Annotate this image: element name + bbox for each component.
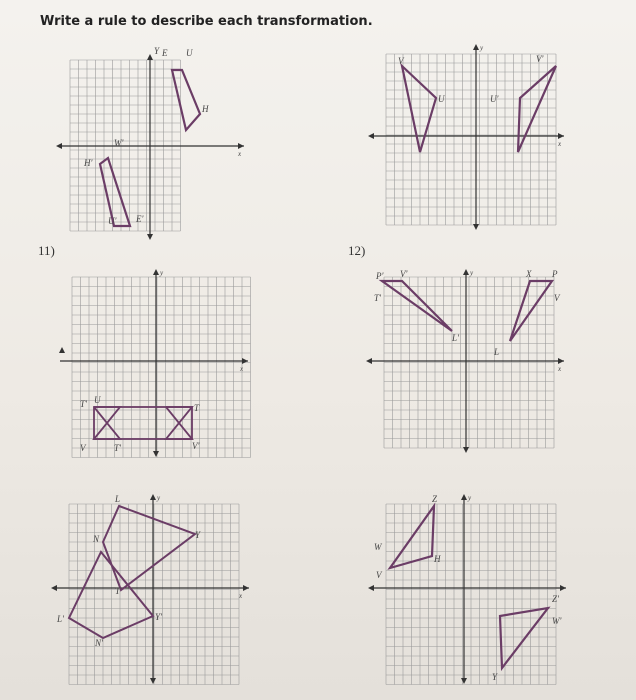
point-label: H — [202, 104, 209, 114]
point-label: N — [93, 534, 100, 544]
x-axis-arrow — [243, 585, 249, 591]
problem-number-12: 12) — [348, 243, 366, 258]
x-axis-arrow-left — [51, 585, 57, 591]
x-axis-arrow — [238, 143, 244, 149]
point-label: L' — [57, 614, 64, 624]
point-label: N' — [95, 638, 103, 648]
point-label: P' — [376, 271, 384, 281]
point-label: T' — [80, 399, 87, 409]
x-axis-label: x — [558, 140, 562, 148]
x-axis-label: x — [238, 150, 242, 158]
triangle-image — [500, 608, 548, 668]
graph-middle-left — [60, 265, 255, 460]
y-axis-arrow-down — [147, 234, 153, 240]
y-axis-label: y — [157, 494, 161, 502]
y-axis-arrow-down — [463, 447, 469, 453]
point-label: V — [80, 443, 86, 453]
y-axis-arrow-down — [461, 678, 467, 684]
y-axis-label: y — [160, 269, 164, 277]
point-label: Y' — [155, 612, 162, 622]
rectangle-band — [94, 407, 192, 439]
graph-bottom-right — [372, 490, 572, 685]
point-label: P — [552, 269, 558, 279]
y-axis-arrow-down — [473, 224, 479, 230]
triangle-image — [518, 66, 556, 152]
x-axis-arrow — [558, 133, 564, 139]
triangle-original — [390, 506, 434, 568]
grid — [384, 277, 554, 448]
point-label: T' — [114, 443, 121, 453]
point-label: L — [494, 347, 500, 357]
bowtie-right — [166, 407, 192, 439]
trapezoid-original — [172, 70, 200, 130]
point-label: W' — [552, 616, 562, 626]
point-label: V — [398, 56, 404, 66]
x-axis-label: x — [558, 365, 562, 373]
point-label: X — [526, 269, 532, 279]
y-axis-arrow — [461, 494, 467, 500]
grid — [386, 54, 556, 225]
point-label: Y — [492, 672, 498, 682]
bowtie-left — [94, 407, 120, 439]
x-axis-arrow-left — [368, 585, 374, 591]
y-axis-arrow — [463, 269, 469, 275]
point-label: Y — [195, 530, 201, 540]
point-label: U — [438, 94, 445, 104]
point-label: U — [186, 48, 193, 58]
y-axis-arrow-down — [153, 451, 159, 457]
point-label: Y — [154, 46, 160, 56]
point-label: T — [194, 403, 200, 413]
graph-bottom-left — [55, 490, 255, 685]
y-axis-arrow — [147, 54, 153, 60]
graph-top-right — [372, 40, 572, 230]
point-label: L — [115, 494, 121, 504]
y-axis-arrow — [153, 269, 159, 275]
y-axis-label: y — [468, 494, 472, 502]
quad-original — [103, 506, 195, 590]
point-label: V — [376, 570, 382, 580]
x-axis-arrow — [242, 358, 248, 364]
point-label: L' — [452, 333, 459, 343]
point-label: H' — [84, 158, 93, 168]
x-axis-arrow-left — [56, 143, 62, 149]
y-axis-arrow — [473, 44, 479, 50]
point-label: E' — [136, 214, 144, 224]
graph-top-left — [60, 46, 250, 240]
y-axis-arrow-down — [150, 678, 156, 684]
y-axis-label: y — [470, 269, 474, 277]
point-label: H — [434, 554, 441, 564]
point-label: Z — [432, 494, 438, 504]
worksheet-title: Write a rule to describe each transformation. — [40, 14, 373, 29]
point-label: W' — [114, 138, 124, 148]
point-label: V' — [536, 54, 544, 64]
point-label: Z' — [552, 594, 559, 604]
grid — [69, 504, 239, 685]
point-label: T — [115, 586, 121, 596]
x-axis-label: x — [239, 592, 243, 600]
grid — [72, 277, 251, 458]
quad-image — [69, 552, 153, 638]
triangle-original — [402, 66, 436, 152]
problem-number-11: 11) — [38, 243, 55, 258]
x-axis-arrow — [560, 585, 566, 591]
point-label: V' — [400, 269, 408, 279]
x-axis-arrow-left — [59, 347, 65, 353]
point-label: U — [94, 395, 101, 405]
y-axis-label: y — [480, 44, 484, 52]
graph-middle-right — [370, 265, 570, 455]
point-label: E — [162, 48, 168, 58]
point-label: U' — [490, 94, 499, 104]
x-axis-label: x — [240, 365, 244, 373]
point-label: V' — [192, 441, 200, 451]
x-axis-arrow — [558, 358, 564, 364]
x-axis-arrow-left — [368, 133, 374, 139]
x-axis-arrow-left — [366, 358, 372, 364]
point-label: U' — [108, 216, 117, 226]
point-label: V — [554, 293, 560, 303]
point-label: W — [374, 542, 382, 552]
grid — [386, 504, 556, 685]
y-axis-arrow — [150, 494, 156, 500]
point-label: T' — [374, 293, 381, 303]
